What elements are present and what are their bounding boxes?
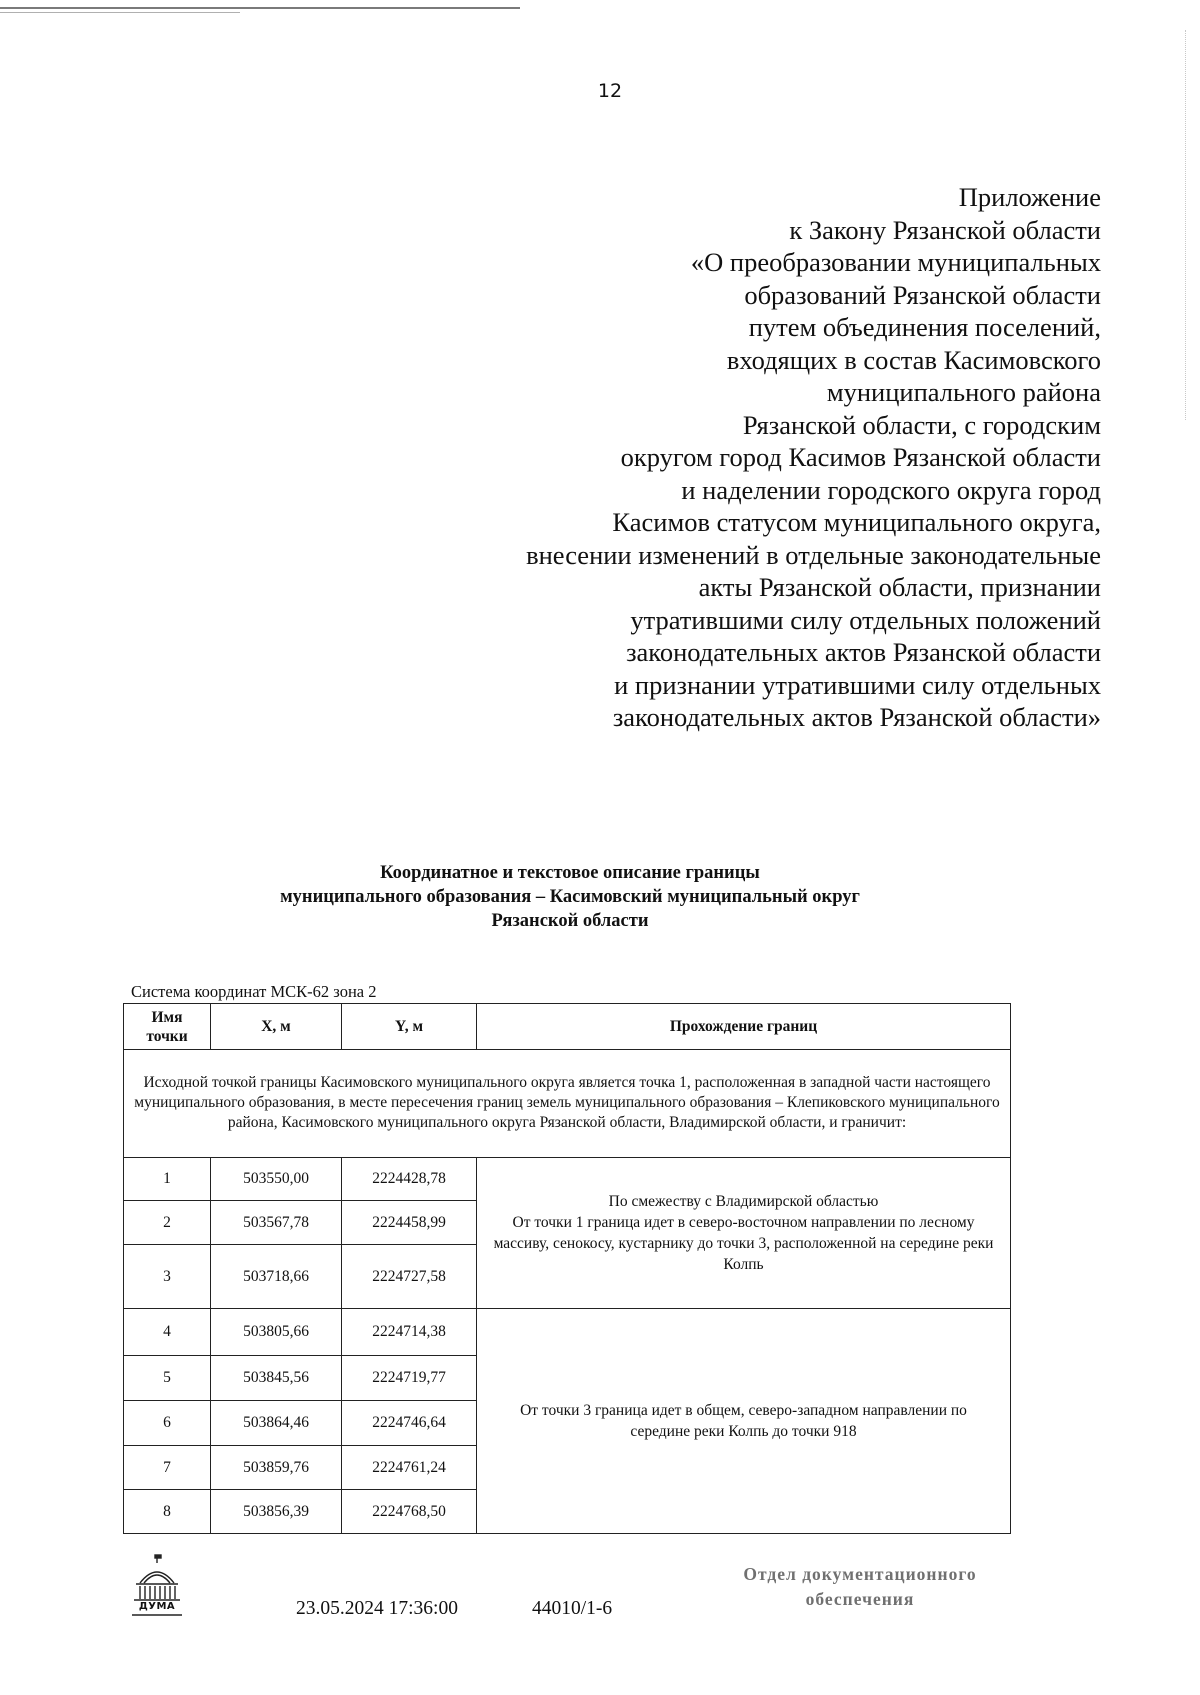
appendix-line: «О преобразовании муниципальных [690,247,1101,277]
x-cell: 503550,00 [211,1158,342,1201]
appendix-heading [381,181,1101,734]
table-intro-row [124,1050,1011,1158]
x-cell: 503859,76 [211,1446,342,1490]
appendix-line: к Закону Рязанской области [789,214,1101,245]
appendix-line: входящих в состав Касимовского [726,344,1101,375]
title-line: Координатное и текстовое описание границы [380,863,760,883]
x-cell: 503845,56 [211,1356,342,1401]
appendix-line: законодательных актов Рязанской области» [612,702,1101,732]
y-cell: 2224761,24 [342,1446,477,1490]
y-cell: 2224746,64 [342,1401,477,1446]
coordinates-table [123,1003,1011,1534]
appendix-line: законодательных актов Рязанской области [626,637,1101,667]
passage-description [477,1158,1011,1309]
point-cell: 4 [124,1309,211,1356]
y-cell: 2224428,78 [342,1158,477,1201]
y-cell: 2224458,99 [342,1201,477,1245]
table-header-row [124,1004,1011,1050]
passage-heading: По смежеству с Владимирской областью [608,1193,879,1210]
appendix-line: Приложение [958,182,1101,212]
stamp-line: Отдел документационного [743,1564,977,1584]
passage-text: От точки 3 граница идет в общем, северо-западном направлении по середине реки Колпь до точки 918 [520,1402,967,1440]
y-cell: 2224714,38 [342,1309,477,1356]
point-cell: 3 [124,1245,211,1309]
page-number: 12 [597,80,623,102]
x-cell: 503856,39 [211,1490,342,1534]
point-cell: 6 [124,1401,211,1446]
appendix-line: Рязанской области, с городским [742,409,1101,440]
department-stamp [690,1562,1030,1612]
document-title [170,861,970,933]
appendix-line: акты Рязанской области, признании [698,572,1101,602]
y-cell: 2224727,58 [342,1245,477,1309]
appendix-line: и признании утратившими силу отдельных [614,669,1101,700]
scan-artifact-line [0,12,240,13]
appendix-line: внесении изменений в отдельные законодательные [526,539,1101,570]
point-cell: 5 [124,1356,211,1401]
appendix-line: путем объединения поселений, [748,312,1101,342]
intro-cell: Исходной точкой границы Касимовского муниципального округа является точка 1, расположенная в западной части настоящего муниципального образования, в месте пересечения границ земель муниципального образования – Клепиковского муниципального района, Касимовского муниципального округа Рязанской области, Владимирской области, и граничит: [124,1050,1011,1158]
title-line: муниципального образования – Касимовский муниципальный округ [280,887,860,907]
x-cell: 503864,46 [211,1401,342,1446]
header-passage: Прохождение границ [477,1004,1011,1050]
passage-text: От точки 1 граница идет в северо-восточном направлении по лесному массиву, сенокосу, кустарнику до точки 3, расположенной на середине реки Колпь [493,1214,994,1273]
header-y: Y, м [342,1004,477,1050]
appendix-line: и наделении городского округа город [681,474,1101,505]
point-cell: 7 [124,1446,211,1490]
stamp-line: обеспечения [805,1589,915,1609]
logo-text: ДУМА [138,1601,176,1612]
point-cell: 1 [124,1158,211,1201]
appendix-line: Касимов статусом муниципального округа, [612,507,1101,537]
header-point-name: Имя точки [124,1004,211,1050]
table-row [124,1158,1011,1201]
x-cell: 503718,66 [211,1245,342,1309]
title-line: Рязанской области [491,911,649,931]
appendix-line: округом город Касимов Рязанской области [620,442,1101,472]
scan-artifact-line [0,7,520,9]
x-cell: 503805,66 [211,1309,342,1356]
point-cell: 2 [124,1201,211,1245]
table-row [124,1309,1011,1356]
y-cell: 2224768,50 [342,1490,477,1534]
header-x: X, м [211,1004,342,1050]
y-cell: 2224719,77 [342,1356,477,1401]
appendix-line: образований Рязанской области [744,279,1101,310]
registration-number: 44010/1-6 [532,1598,613,1619]
registration-date: 23.05.2024 17:36:00 [296,1598,458,1619]
point-cell: 8 [124,1490,211,1534]
coordinate-system-label: Система координат МСК-62 зона 2 [131,982,377,1001]
passage-description [477,1309,1011,1534]
appendix-line: муниципального района [826,377,1101,407]
x-cell: 503567,78 [211,1201,342,1245]
appendix-line: утратившими силу отдельных положений [630,604,1101,635]
scan-margin-artifact [1185,30,1200,420]
